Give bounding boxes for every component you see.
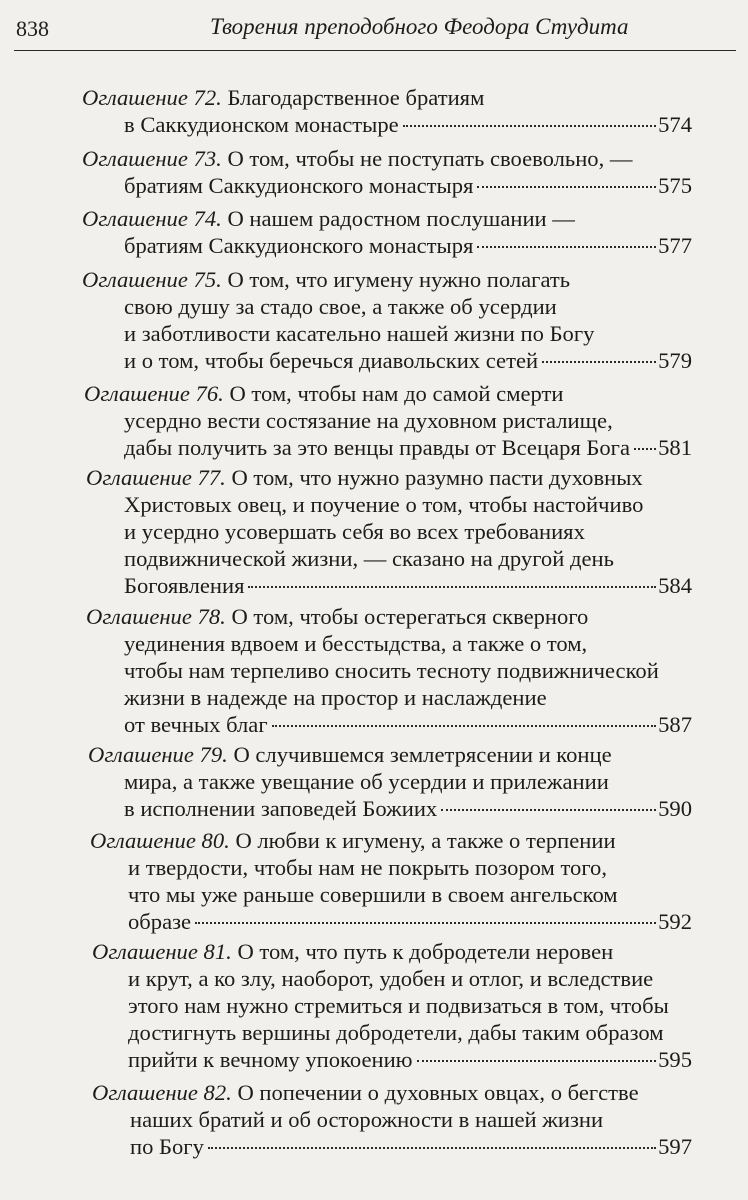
dot-leader [542,361,656,363]
dot-leader [195,922,656,924]
entry-title-line: дабы получить за это венцы правды от Всецаря Бога [124,435,630,460]
entry-page-number: 595 [658,1047,692,1072]
entry-label: Оглашение 75. [82,267,222,292]
dot-leader [248,586,656,588]
entry-title-line: Богоявления [124,573,245,598]
dot-leader [417,1060,657,1062]
entry-page-number: 590 [658,796,692,821]
entry-title-line: подвижнической жизни, — сказано на другой день [124,546,614,571]
entry-title-line: и крут, а ко злу, наоборот, удобен и отлог, и вследствие [128,966,654,991]
entry-title-line: О том, что игумену нужно полагать [227,267,571,292]
entry-title-line: О нашем радостном послушании — [227,206,575,231]
entry-title-line: достигнуть вершины добродетели, дабы таким образом [128,1020,664,1045]
entry-page-number: 579 [658,348,692,373]
entry-title-line: О случившемся землетрясении и конце [233,742,612,767]
dot-leader [208,1147,656,1149]
entry-title-line: и о том, чтобы беречься диавольских сетей [124,348,539,373]
dot-leader [477,246,656,248]
entry-title-line: мира, а также увещание об усердии и прилежании [124,769,609,794]
entry-title-line: свою душу за стадо свое, а также об усердии [124,294,557,319]
entry-title-line: братиям Саккудионского монастыря [124,233,474,258]
dot-leader [272,725,657,727]
entry-title-line: чтобы нам терпеливо сносить тесноту подвижнической [124,658,659,683]
entry-title-line: Благодарственное братиям [227,85,485,110]
entry-title-line: что мы уже раньше совершили в своем ангельском [128,882,618,907]
entry-title-line: О том, чтобы не поступать своевольно, — [227,146,633,171]
entry-title-line: О том, чтобы нам до самой смерти [229,381,564,406]
running-title: Творения преподобного Феодора Студита [210,14,629,39]
entry-page-number: 592 [658,909,692,934]
entry-title-line: О том, что путь к добродетели неровен [237,939,614,964]
entry-label: Оглашение 80. [90,828,230,853]
entry-title-line: от вечных благ [124,712,268,737]
entry-label: Оглашение 78. [86,604,226,629]
entry-title-line: Христовых овец, и поучение о том, чтобы настойчиво [124,492,644,517]
entry-title-line: уединения вдвоем и бесстыдства, а также о том, [124,631,588,656]
entry-title-line: братиям Саккудионского монастыря [124,173,474,198]
entry-title-line: прийти к вечному упокоению [128,1047,413,1072]
entry-title-line: О любви к игумену, а также о терпении [235,828,616,853]
entry-label: Оглашение 73. [82,146,222,171]
entry-label: Оглашение 81. [92,939,232,964]
entry-page-number: 587 [658,712,692,737]
entry-page-number: 577 [658,233,692,258]
entry-title-line: О том, чтобы остерегаться скверного [231,604,589,629]
entry-title-line: в Саккудионском монастыре [124,112,399,137]
dot-leader [634,448,656,450]
entry-label: Оглашение 72. [82,85,222,110]
entry-label: Оглашение 74. [82,206,222,231]
entry-label: Оглашение 76. [84,381,224,406]
entry-title-line: О попечении о духовных овцах, о бегстве [237,1080,639,1105]
entry-title-line: в исполнении заповедей Божиих [124,796,438,821]
entry-title-line: по Богу [130,1134,204,1159]
dot-leader [441,809,656,811]
entry-page-number: 581 [658,435,692,460]
entry-title-line: образе [128,909,192,934]
entry-page-number: 584 [658,573,692,598]
entry-label: Оглашение 82. [92,1080,232,1105]
dot-leader [403,125,656,127]
entry-label: Оглашение 79. [88,742,228,767]
entry-title-line: и усердно усовершать себя во всех требованиях [124,519,585,544]
entry-page-number: 597 [658,1134,692,1159]
entry-label: Оглашение 77. [86,465,226,490]
dot-leader [477,186,656,188]
entry-title-line: этого нам нужно стремиться и подвизаться в том, чтобы [128,993,669,1018]
entry-title-line: и заботливости касательно нашей жизни по Богу [124,321,595,346]
entry-title-line: усердно вести состязание на духовном ристалище, [124,408,613,433]
entry-title-line: и твердости, чтобы нам не покрыть позором того, [128,855,607,880]
entry-title-line: жизни в надежде на простор и наслаждение [124,685,547,710]
page-number: 838 [16,16,49,41]
entry-title-line: О том, что нужно разумно пасти духовных [231,465,643,490]
entry-title-line: наших братий и об осторожности в нашей жизни [130,1107,604,1132]
entry-page-number: 574 [658,112,692,137]
entry-page-number: 575 [658,173,692,198]
